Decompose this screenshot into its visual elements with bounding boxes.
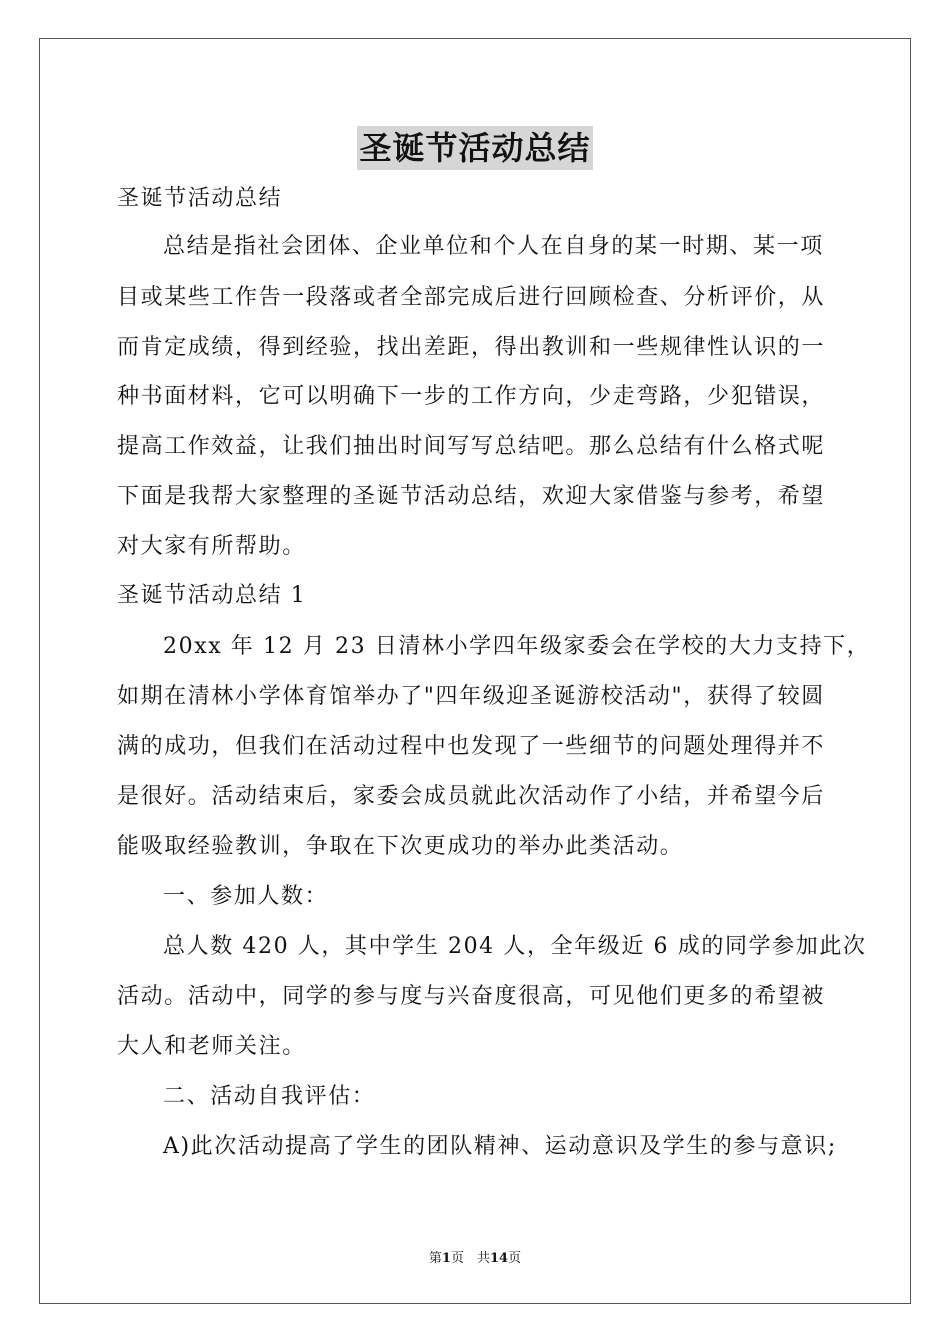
section-heading: 圣诞节活动总结 1	[117, 583, 307, 608]
document-title: 圣诞节活动总结	[357, 126, 592, 170]
part1-line-2: 活动。活动中，同学的参与度与兴奋度很高，可见他们更多的希望被	[117, 984, 826, 1009]
footer-page-number: 1	[441, 1251, 451, 1266]
subtitle: 圣诞节活动总结	[117, 186, 283, 211]
section1-line-4: 是很好。活动结束后，家委会成员就此次活动作了小结，并希望今后	[117, 784, 826, 809]
intro-line-2: 目或某些工作告一段落或者全部完成后进行回顾检查、分析评价，从	[117, 285, 826, 310]
footer-page-suffix: 页	[508, 1251, 522, 1266]
part2-item-a: A)此次活动提高了学生的团队精神、运动意识及学生的参与意识;	[163, 1134, 837, 1159]
footer-page-total: 14	[489, 1251, 509, 1266]
part1-line-3: 大人和老师关注。	[117, 1034, 306, 1059]
footer-page-mid: 页 共	[450, 1251, 490, 1266]
intro-line-5: 提高工作效益，让我们抽出时间写写总结吧。那么总结有什么格式呢	[117, 434, 826, 459]
title-wrap	[0, 126, 950, 170]
section1-line-1: 20xx 年 12 月 23 日清林小学四年级家委会在学校的大力支持下，	[163, 634, 871, 659]
part1-line-1: 总人数 420 人，其中学生 204 人，全年级近 6 成的同学参加此次	[163, 934, 867, 959]
intro-line-3: 而肯定成绩，得到经验，找出差距，得出教训和一些规律性认识的一	[117, 335, 826, 360]
intro-line-6: 下面是我帮大家整理的圣诞节活动总结，欢迎大家借鉴与参考，希望	[117, 484, 826, 509]
part2-heading: 二、活动自我评估：	[163, 1084, 376, 1109]
intro-line-1: 总结是指社会团体、企业单位和个人在自身的某一时期、某一项	[163, 234, 824, 259]
footer-page-prefix: 第	[428, 1251, 442, 1266]
intro-line-4: 种书面材料，它可以明确下一步的工作方向，少走弯路，少犯错误，	[117, 384, 826, 409]
part1-heading: 一、参加人数：	[163, 884, 329, 909]
section1-line-3: 满的成功，但我们在活动过程中也发现了一些细节的问题处理得并不	[117, 734, 826, 759]
page-border	[39, 38, 911, 1304]
section1-line-5: 能吸取经验教训，争取在下次更成功的举办此类活动。	[117, 834, 684, 859]
section1-line-2: 如期在清林小学体育馆举办了"四年级迎圣诞游校活动"，获得了较圆	[117, 684, 825, 709]
intro-line-7: 对大家有所帮助。	[117, 534, 306, 559]
page-footer	[0, 1250, 950, 1268]
